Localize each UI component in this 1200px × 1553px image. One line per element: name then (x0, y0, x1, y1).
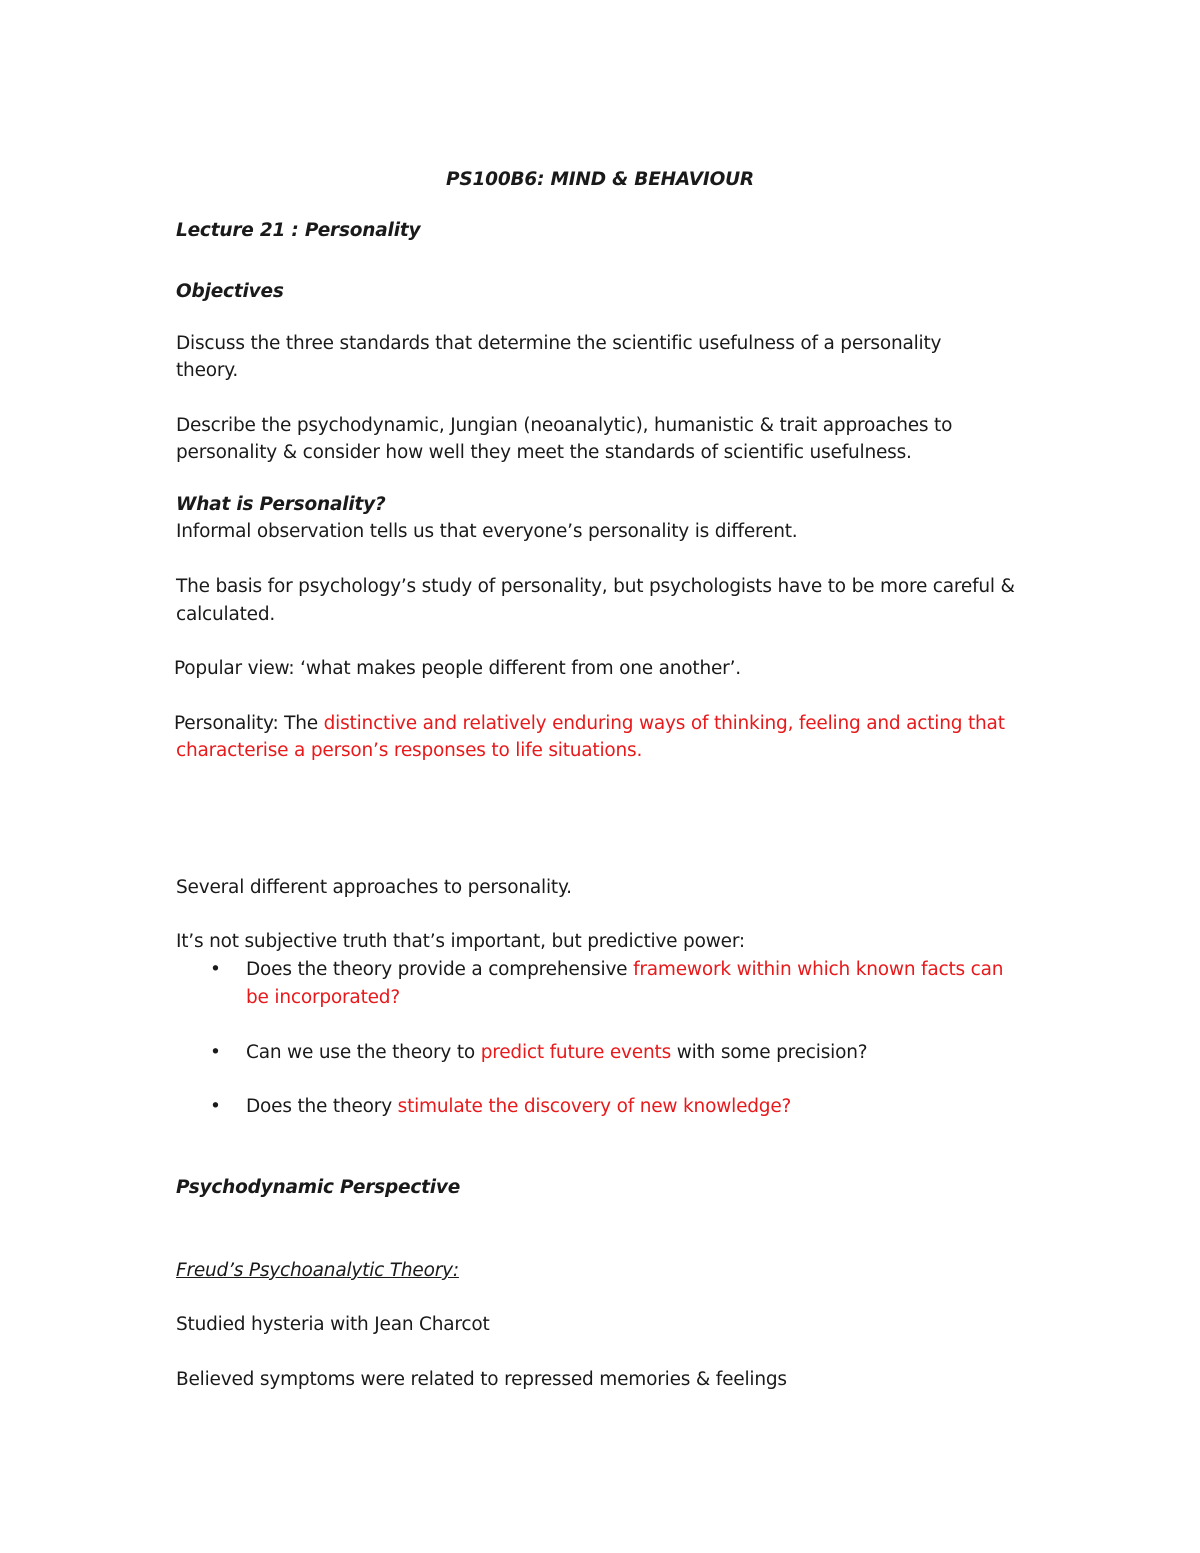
psychodynamic-heading: Psychodynamic Perspective (176, 1177, 461, 1198)
objective-1-line-1: Discuss the three standards that determine the scientific usefulness of a personality (176, 333, 942, 354)
bullet-2-text (246, 1040, 867, 1066)
objectives-heading: Objectives (176, 281, 284, 302)
basis-line-1: The basis for psychology’s study of personality, but psychologists have to be more careful & (176, 576, 1015, 597)
definition-prefix: Personality: The (174, 713, 324, 734)
bullet-icon: • (210, 959, 221, 980)
document-title: PS100B6: MIND & BEHAVIOUR (446, 169, 754, 190)
what-is-personality-heading: What is Personality? (176, 494, 386, 515)
freud-heading: Freud’s Psychoanalytic Theory: (176, 1260, 459, 1281)
bullet-3-highlight: stimulate the discovery of new knowledge? (397, 1096, 792, 1117)
bullet-1-plain: Does the theory provide a comprehensive (246, 959, 634, 980)
believed-symptoms-text: Believed symptoms were related to repressed memories & feelings (176, 1369, 787, 1390)
basis-line-2: calculated. (176, 604, 276, 625)
objective-2-line-2: personality & consider how well they meet the standards of scientific usefulness. (176, 442, 912, 463)
predictive-power-text: It’s not subjective truth that’s important, but predictive power: (176, 931, 745, 952)
bullet-2-plain-a: Can we use the theory to (246, 1042, 481, 1063)
several-approaches-text: Several different approaches to personality. (176, 877, 572, 898)
bullet-1-highlight-2: be incorporated? (246, 987, 400, 1008)
bullet-3-text (246, 1094, 791, 1120)
bullet-icon: • (210, 1042, 221, 1063)
bullet-2-plain-b: with some precision? (671, 1042, 868, 1063)
bullet-1-highlight-1: framework within which known facts can (633, 959, 1004, 980)
definition-highlight-2: characterise a person’s responses to life situations. (176, 740, 643, 761)
bullet-1-text (246, 957, 1003, 983)
objective-1-line-2: theory. (176, 360, 239, 381)
lecture-heading: Lecture 21 : Personality (176, 220, 421, 241)
objective-2-line-1: Describe the psychodynamic, Jungian (neoanalytic), humanistic & trait approaches to (176, 415, 953, 436)
definition-highlight-1: distinctive and relatively enduring ways of thinking, feeling and acting that (323, 713, 1005, 734)
bullet-2-highlight: predict future events (480, 1042, 672, 1063)
studied-hysteria-text: Studied hysteria with Jean Charcot (176, 1314, 490, 1335)
bullet-icon: • (210, 1096, 221, 1117)
popular-view-text: Popular view: ‘what makes people different from one another’. (174, 658, 741, 679)
informal-observation-text: Informal observation tells us that everyone’s personality is different. (176, 521, 798, 542)
bullet-3-plain: Does the theory (246, 1096, 398, 1117)
definition-line-1 (174, 711, 1005, 737)
